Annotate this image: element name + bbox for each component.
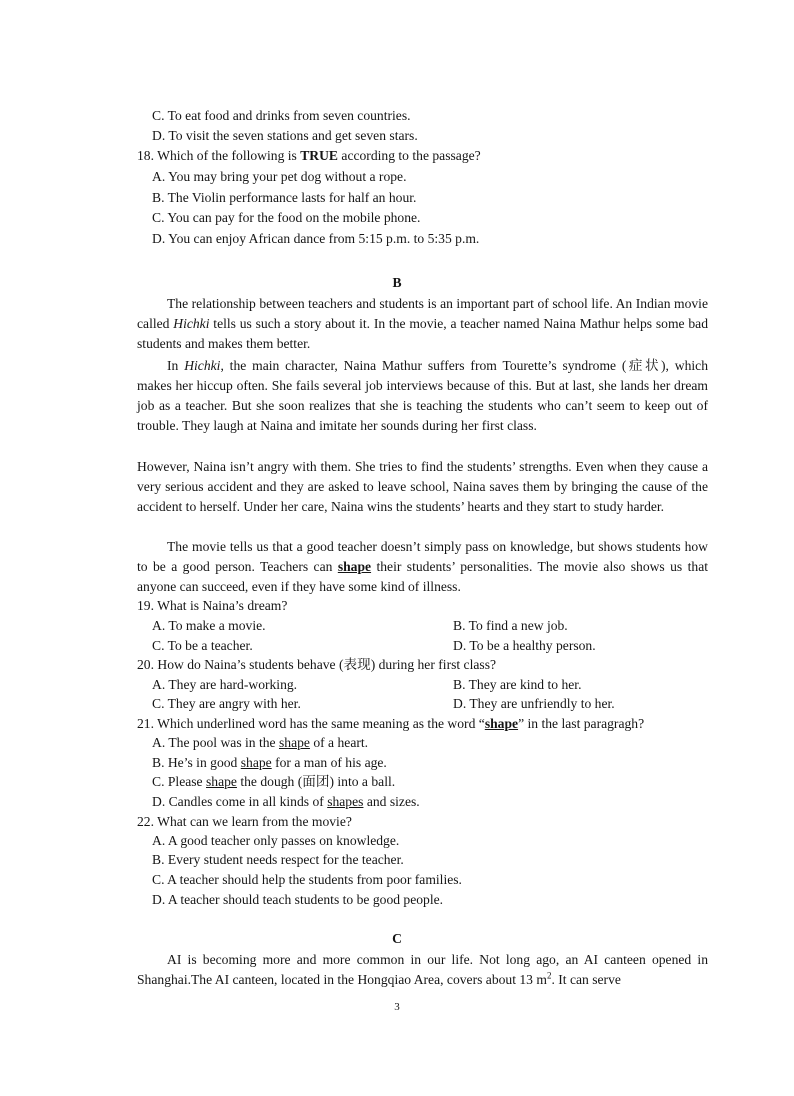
section-b-heading: B [392,275,402,290]
q22-option-b: B. Every student needs respect for the teacher. [152,852,404,867]
q18-option-c: C. You can pay for the food on the mobile phone. [152,210,421,225]
q19-option-a: A. To make a movie. [152,618,266,633]
section-b-paragraph-3: However, Naina isn’t angry with them. She tries to find the students’ strengths. Even when they cause a very serious accident and they are asked to leave school, Naina saves them by bringing the cause of the accident to herself. Under her care, Naina wins the students’ hearts and they start to study harder. [137,459,708,514]
q18-stem: 18. Which of the following is TRUE according to the passage? [137,148,481,163]
q18-option-b: B. The Violin performance lasts for half an hour. [152,190,417,205]
section-b-paragraph-1: The relationship between teachers and students is an important part of school life. An Indian movie called Hichki tells us such a story about it. In the movie, a teacher named Naina Mathur helps some bad students and makes them better. [137,296,708,351]
q18-option-a: A. You may bring your pet dog without a rope. [152,169,407,184]
q18-option-d: D. You can enjoy African dance from 5:15 p.m. to 5:35 p.m. [152,231,480,246]
q20-stem: 20. How do Naina’s students behave (表现) during her first class? [137,657,497,672]
q20-option-c: C. They are angry with her. [152,696,301,711]
page-number: 3 [394,1001,400,1013]
q20-option-d: D. They are unfriendly to her. [453,696,615,711]
q20-option-a: A. They are hard-working. [152,677,298,692]
q22-option-d: D. A teacher should teach students to be good people. [152,892,444,907]
q17-option-d: D. To visit the seven stations and get seven stars. [152,128,418,143]
q21-stem: 21. Which underlined word has the same meaning as the word “shape” in the last paragragh? [137,716,645,731]
q20-option-b: B. They are kind to her. [453,677,582,692]
q21-option-b: B. He’s in good shape for a man of his age. [152,755,387,770]
q22-option-a: A. A good teacher only passes on knowledge. [152,833,400,848]
q19-option-d: D. To be a healthy person. [453,638,596,653]
section-b-paragraph-4: The movie tells us that a good teacher doesn’t simply pass on knowledge, but shows students how to be a good person. Teachers can shape their students’ personalities. The movie also shows us that anyone can succeed, even if they have some kind of illness. [137,539,708,594]
section-c-heading: C [392,931,402,946]
q17-option-c: C. To eat food and drinks from seven countries. [152,108,411,123]
q22-stem: 22. What can we learn from the movie? [137,814,352,829]
q21-option-a: A. The pool was in the shape of a heart. [152,735,369,750]
section-b-paragraph-2: In Hichki, the main character, Naina Mathur suffers from Tourette’s syndrome (症状), which makes her hiccup often. She fails several job interviews because of this. But at last, she lands her dream job as a teacher. But she soon realizes that she is teaching the students who can’t seem to keep out of trouble. They laugh at Naina and imitate her sounds during her first class. [137,358,708,433]
q21-option-c: C. Please shape the dough (面团) into a ball. [152,774,396,789]
q19-option-c: C. To be a teacher. [152,638,253,653]
section-c-paragraph-1: AI is becoming more and more common in our life. Not long ago, an AI canteen opened in Shanghai.The AI canteen, located in the Hongqiao Area, covers about 13 $m^2$. It can serve [137,952,708,987]
q19-stem: 19. What is Naina’s dream? [137,598,288,613]
q21-option-d: D. Candles come in all kinds of shapes and sizes. [152,794,420,809]
q19-option-b: B. To find a new job. [453,618,568,633]
q22-option-c: C. A teacher should help the students from poor families. [152,872,462,887]
